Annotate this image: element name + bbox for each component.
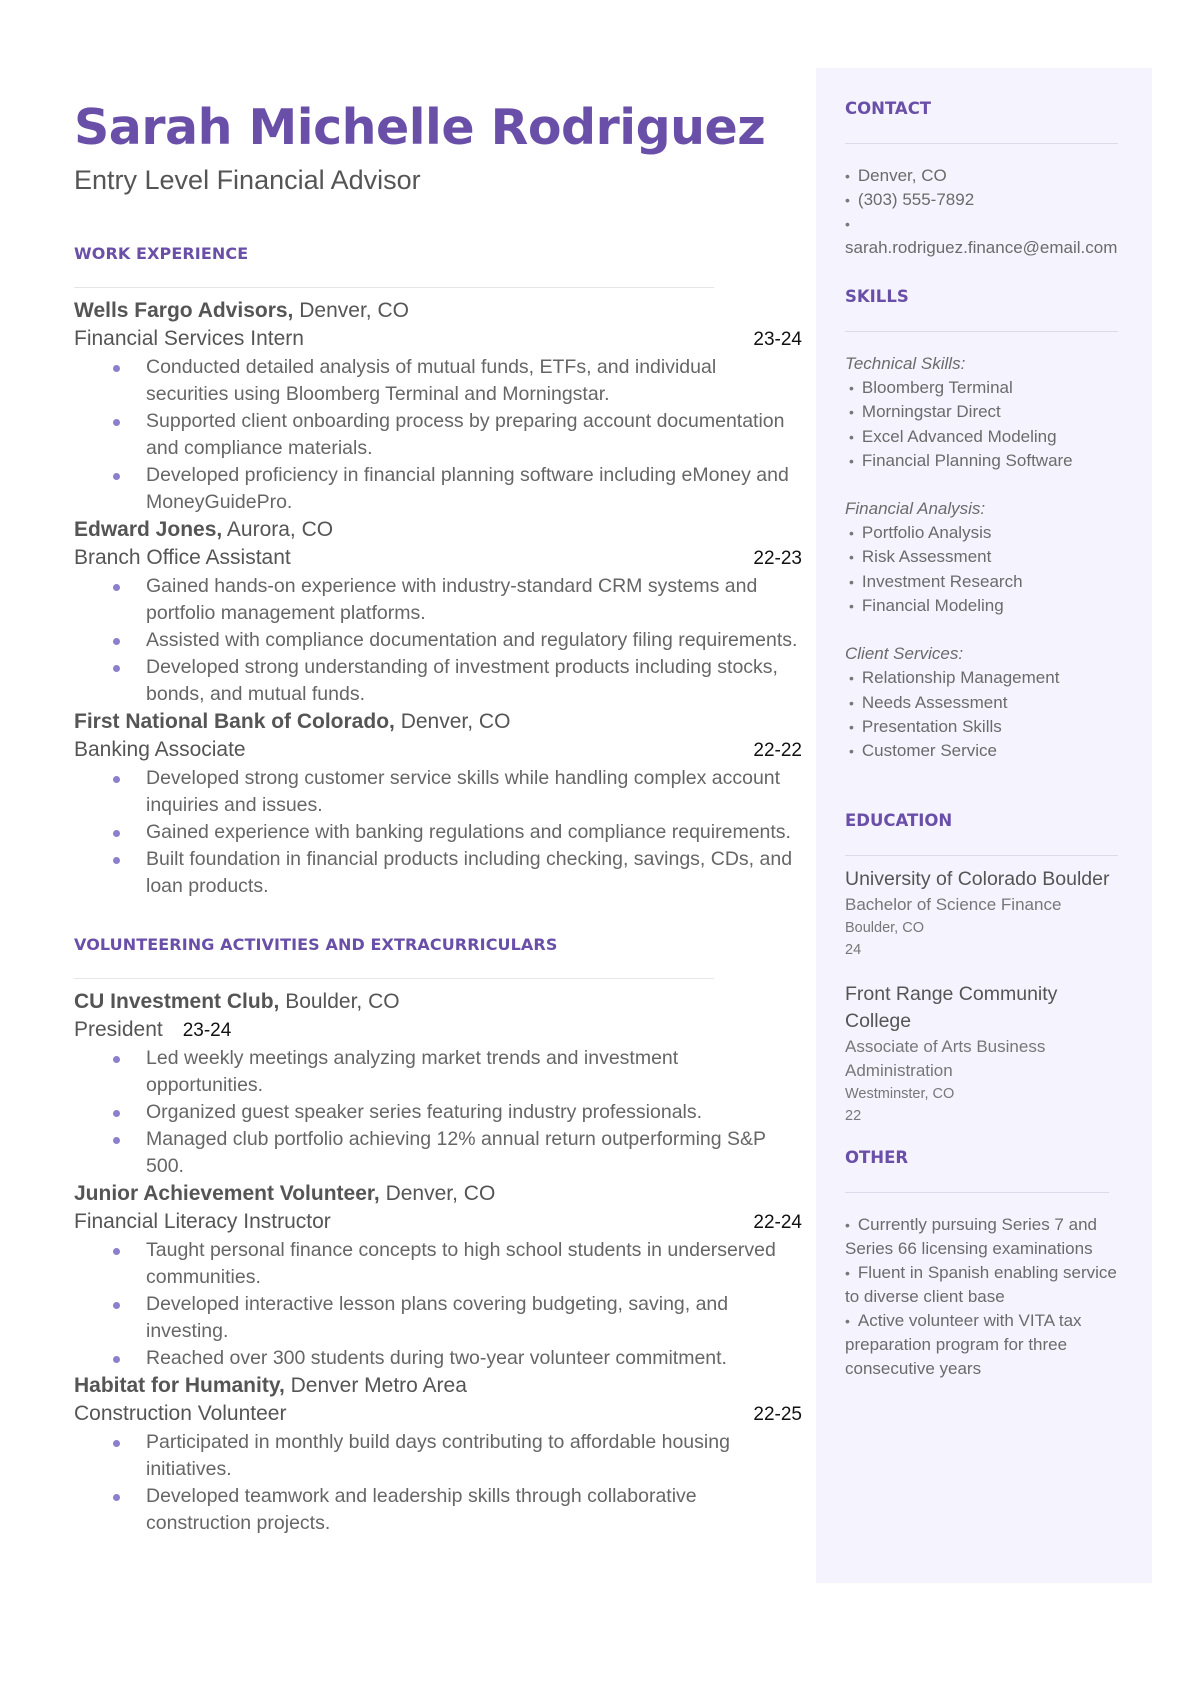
skill-text: Financial Modeling xyxy=(861,596,1004,616)
bullet-item: Developed interactive lesson plans covering budgeting, saving, and investing. xyxy=(146,1291,802,1345)
edu-degree: Associate of Arts Business Administration xyxy=(845,1036,1046,1080)
entry-role: Branch Office Assistant xyxy=(74,546,291,569)
section-title-volunteering: VOLUNTEERING ACTIVITIES AND EXTRACURRICULARS xyxy=(74,935,558,954)
sidebar-title-skills: SKILLS xyxy=(845,287,909,306)
contact-phone-text[interactable]: (303) 555-7892 xyxy=(857,190,975,209)
entry-role: Banking Associate xyxy=(74,738,246,761)
work-entry xyxy=(74,516,802,708)
bullet-item: Led weekly meetings analyzing market trends and investment opportunities. xyxy=(146,1045,802,1099)
org-location: Denver, CO xyxy=(293,299,409,322)
org-location: Denver, CO xyxy=(394,710,511,733)
skill-text: Bloomberg Terminal xyxy=(861,378,1013,397)
entry-bullets xyxy=(74,1429,802,1537)
skill-item xyxy=(845,449,1125,473)
bullet-dot-icon: • xyxy=(845,1216,850,1233)
skill-category: Financial Analysis: xyxy=(845,499,986,519)
entry-organization xyxy=(74,988,802,1015)
entry-date: 23-24 xyxy=(753,329,802,350)
entry-bullets xyxy=(74,1045,802,1180)
skill-item xyxy=(845,521,1125,545)
bullet-item: Gained experience with banking regulations and compliance requirements. xyxy=(146,819,802,846)
bullet-dot-icon: • xyxy=(849,525,854,542)
entry-organization xyxy=(74,708,802,735)
bullet-dot-icon: • xyxy=(849,404,854,421)
contact-location xyxy=(845,164,1125,188)
bullet-item: Reached over 300 students during two-year volunteer commitment. xyxy=(146,1345,802,1372)
skill-item xyxy=(845,400,1125,424)
skill-text: Needs Assessment xyxy=(861,692,1008,712)
candidate-title: Entry Level Financial Advisor xyxy=(74,165,421,195)
bullet-item: Developed strong understanding of investment products including stocks, bonds, and mutual funds. xyxy=(146,654,802,708)
work-entry xyxy=(74,297,802,516)
skill-text: Excel Advanced Modeling xyxy=(861,426,1057,446)
org-name: First National Bank of Colorado, xyxy=(74,710,395,733)
org-location: Aurora, CO xyxy=(222,518,334,541)
edu-location: Westminster, CO xyxy=(845,1085,955,1102)
entry-role-row xyxy=(74,1399,802,1429)
bullet-item: Managed club portfolio achieving 12% annual return outperforming S&P 500. xyxy=(146,1126,802,1180)
bullet-dot-icon: • xyxy=(849,573,854,590)
other-item xyxy=(845,1309,1125,1381)
volunteer-entry xyxy=(74,1372,802,1537)
entry-role: Construction Volunteer xyxy=(74,1402,287,1425)
bullet-item: Taught personal finance concepts to high school students in underserved communities. xyxy=(146,1237,802,1291)
skill-item xyxy=(845,666,1125,690)
bullet-dot-icon: • xyxy=(849,743,854,760)
bullet-dot-icon: • xyxy=(845,1312,850,1329)
skill-text: Portfolio Analysis xyxy=(861,523,992,543)
contact-location-text: Denver, CO xyxy=(857,166,947,185)
skill-item xyxy=(845,594,1125,618)
section-divider xyxy=(845,855,1118,856)
bullet-dot-icon: • xyxy=(849,452,854,469)
org-name: CU Investment Club, xyxy=(74,990,280,1013)
section-divider xyxy=(74,287,714,288)
edu-year: 24 xyxy=(845,941,862,958)
education-entry xyxy=(845,866,1125,961)
entry-role-row xyxy=(74,324,802,354)
main-column xyxy=(74,96,802,1537)
bullet-dot-icon: • xyxy=(849,428,854,445)
skill-group xyxy=(845,352,1125,473)
sidebar-content xyxy=(845,98,1125,1381)
candidate-name: Sarah Michelle Rodriguez xyxy=(74,99,766,156)
entry-date: 23-24 xyxy=(182,1020,232,1041)
bullet-dot-icon: • xyxy=(845,1264,850,1281)
skill-item xyxy=(845,376,1125,400)
bullet-item: Built foundation in financial products including checking, savings, CDs, and loan products. xyxy=(146,846,802,900)
entry-role-row xyxy=(74,543,802,573)
entry-role-row xyxy=(74,1015,802,1045)
contact-email-text[interactable]: sarah.rodriguez.finance@email.com xyxy=(845,238,1118,257)
volunteer-entry xyxy=(74,988,802,1180)
org-name: Habitat for Humanity, xyxy=(74,1374,285,1397)
sidebar-title-other: OTHER xyxy=(845,1147,909,1167)
other-item xyxy=(845,1261,1125,1309)
bullet-item: Developed teamwork and leadership skills through collaborative construction projects. xyxy=(146,1483,802,1537)
edu-year: 22 xyxy=(845,1107,862,1124)
org-location: Denver, CO xyxy=(379,1182,496,1205)
bullet-item: Developed proficiency in financial planning software including eMoney and MoneyGuidePro. xyxy=(146,462,802,516)
work-entry xyxy=(74,708,802,900)
skill-item xyxy=(845,570,1125,594)
skill-group xyxy=(845,497,1125,618)
edu-location: Boulder, CO xyxy=(845,919,924,936)
entry-date: 22-25 xyxy=(753,1404,802,1425)
skill-text: Presentation Skills xyxy=(861,716,1002,736)
skill-text: Morningstar Direct xyxy=(861,402,1001,422)
org-name: Junior Achievement Volunteer, xyxy=(74,1182,380,1205)
skill-item xyxy=(845,691,1125,715)
entry-organization xyxy=(74,1180,802,1207)
bullet-item: Developed strong customer service skills while handling complex account inquiries and issues. xyxy=(146,765,802,819)
bullet-dot-icon: • xyxy=(849,598,854,615)
skill-text: Financial Planning Software xyxy=(861,450,1073,470)
bullet-item: Gained hands-on experience with industry-standard CRM systems and portfolio management platforms. xyxy=(146,573,802,627)
section-divider xyxy=(845,331,1118,332)
bullet-item: Organized guest speaker series featuring industry professionals. xyxy=(146,1099,802,1126)
skill-text: Investment Research xyxy=(861,571,1023,591)
bullet-item: Assisted with compliance documentation and regulatory filing requirements. xyxy=(146,627,802,654)
other-text: Fluent in Spanish enabling service to diverse client base xyxy=(845,1262,1117,1306)
section-divider xyxy=(845,143,1118,144)
entry-bullets xyxy=(74,573,802,708)
bullet-dot-icon: • xyxy=(845,192,850,208)
skill-group xyxy=(845,642,1125,763)
bullet-dot-icon: • xyxy=(849,718,854,735)
bullet-dot-icon: • xyxy=(849,549,854,566)
bullet-dot-icon: • xyxy=(845,168,850,184)
section-divider xyxy=(845,1192,1109,1193)
org-location: Boulder, CO xyxy=(279,990,400,1013)
skill-item xyxy=(845,739,1125,763)
bullet-item: Conducted detailed analysis of mutual funds, ETFs, and individual securities using Bloomberg Terminal and Morningstar. xyxy=(146,354,802,408)
sidebar-title-contact: CONTACT xyxy=(845,99,932,118)
skill-category: Technical Skills: xyxy=(845,354,966,373)
bullet-dot-icon: • xyxy=(849,670,854,687)
entry-date: 22-22 xyxy=(753,740,802,761)
skill-text: Customer Service xyxy=(861,741,998,761)
entry-role: Financial Services Intern xyxy=(74,327,304,350)
skill-text: Risk Assessment xyxy=(861,547,992,567)
volunteer-entry xyxy=(74,1180,802,1372)
skill-item xyxy=(845,425,1125,449)
contact-email xyxy=(845,212,1125,260)
skill-category: Client Services: xyxy=(845,644,964,664)
other-text: Currently pursuing Series 7 and Series 66 licensing examinations xyxy=(845,1214,1097,1258)
skill-item xyxy=(845,545,1125,569)
bullet-dot-icon: • xyxy=(845,216,850,232)
education-entry xyxy=(845,981,1125,1127)
skill-text: Relationship Management xyxy=(861,668,1060,688)
contact-phone xyxy=(845,188,1125,212)
org-location: Denver Metro Area xyxy=(284,1374,467,1397)
entry-role-row xyxy=(74,735,802,765)
bullet-item: Participated in monthly build days contributing to affordable housing initiatives. xyxy=(146,1429,802,1483)
other-item xyxy=(845,1213,1125,1261)
entry-date: 22-23 xyxy=(753,548,802,569)
section-title-work-experience: WORK EXPERIENCE xyxy=(74,244,249,263)
entry-organization xyxy=(74,1372,802,1399)
entry-bullets xyxy=(74,1237,802,1372)
bullet-dot-icon: • xyxy=(849,694,854,711)
entry-organization xyxy=(74,297,802,324)
entry-organization xyxy=(74,516,802,543)
other-text: Active volunteer with VITA tax preparation program for three consecutive years xyxy=(845,1310,1082,1378)
sidebar-title-education: EDUCATION xyxy=(845,810,953,830)
skill-item xyxy=(845,715,1125,739)
entry-role-row xyxy=(74,1207,802,1237)
entry-bullets xyxy=(74,354,802,516)
entry-bullets xyxy=(74,765,802,900)
entry-date: 22-24 xyxy=(753,1212,802,1233)
edu-school: Front Range Community College xyxy=(845,982,1058,1032)
bullet-item: Supported client onboarding process by preparing account documentation and compliance materials. xyxy=(146,408,802,462)
sidebar xyxy=(816,68,1152,1583)
org-name: Wells Fargo Advisors, xyxy=(74,299,294,322)
section-divider xyxy=(74,978,714,979)
edu-degree: Bachelor of Science Finance xyxy=(845,894,1062,914)
org-name: Edward Jones, xyxy=(74,518,223,541)
entry-role: President xyxy=(74,1018,163,1041)
entry-role: Financial Literacy Instructor xyxy=(74,1210,331,1233)
bullet-dot-icon: • xyxy=(849,380,854,396)
edu-school: University of Colorado Boulder xyxy=(845,867,1110,890)
